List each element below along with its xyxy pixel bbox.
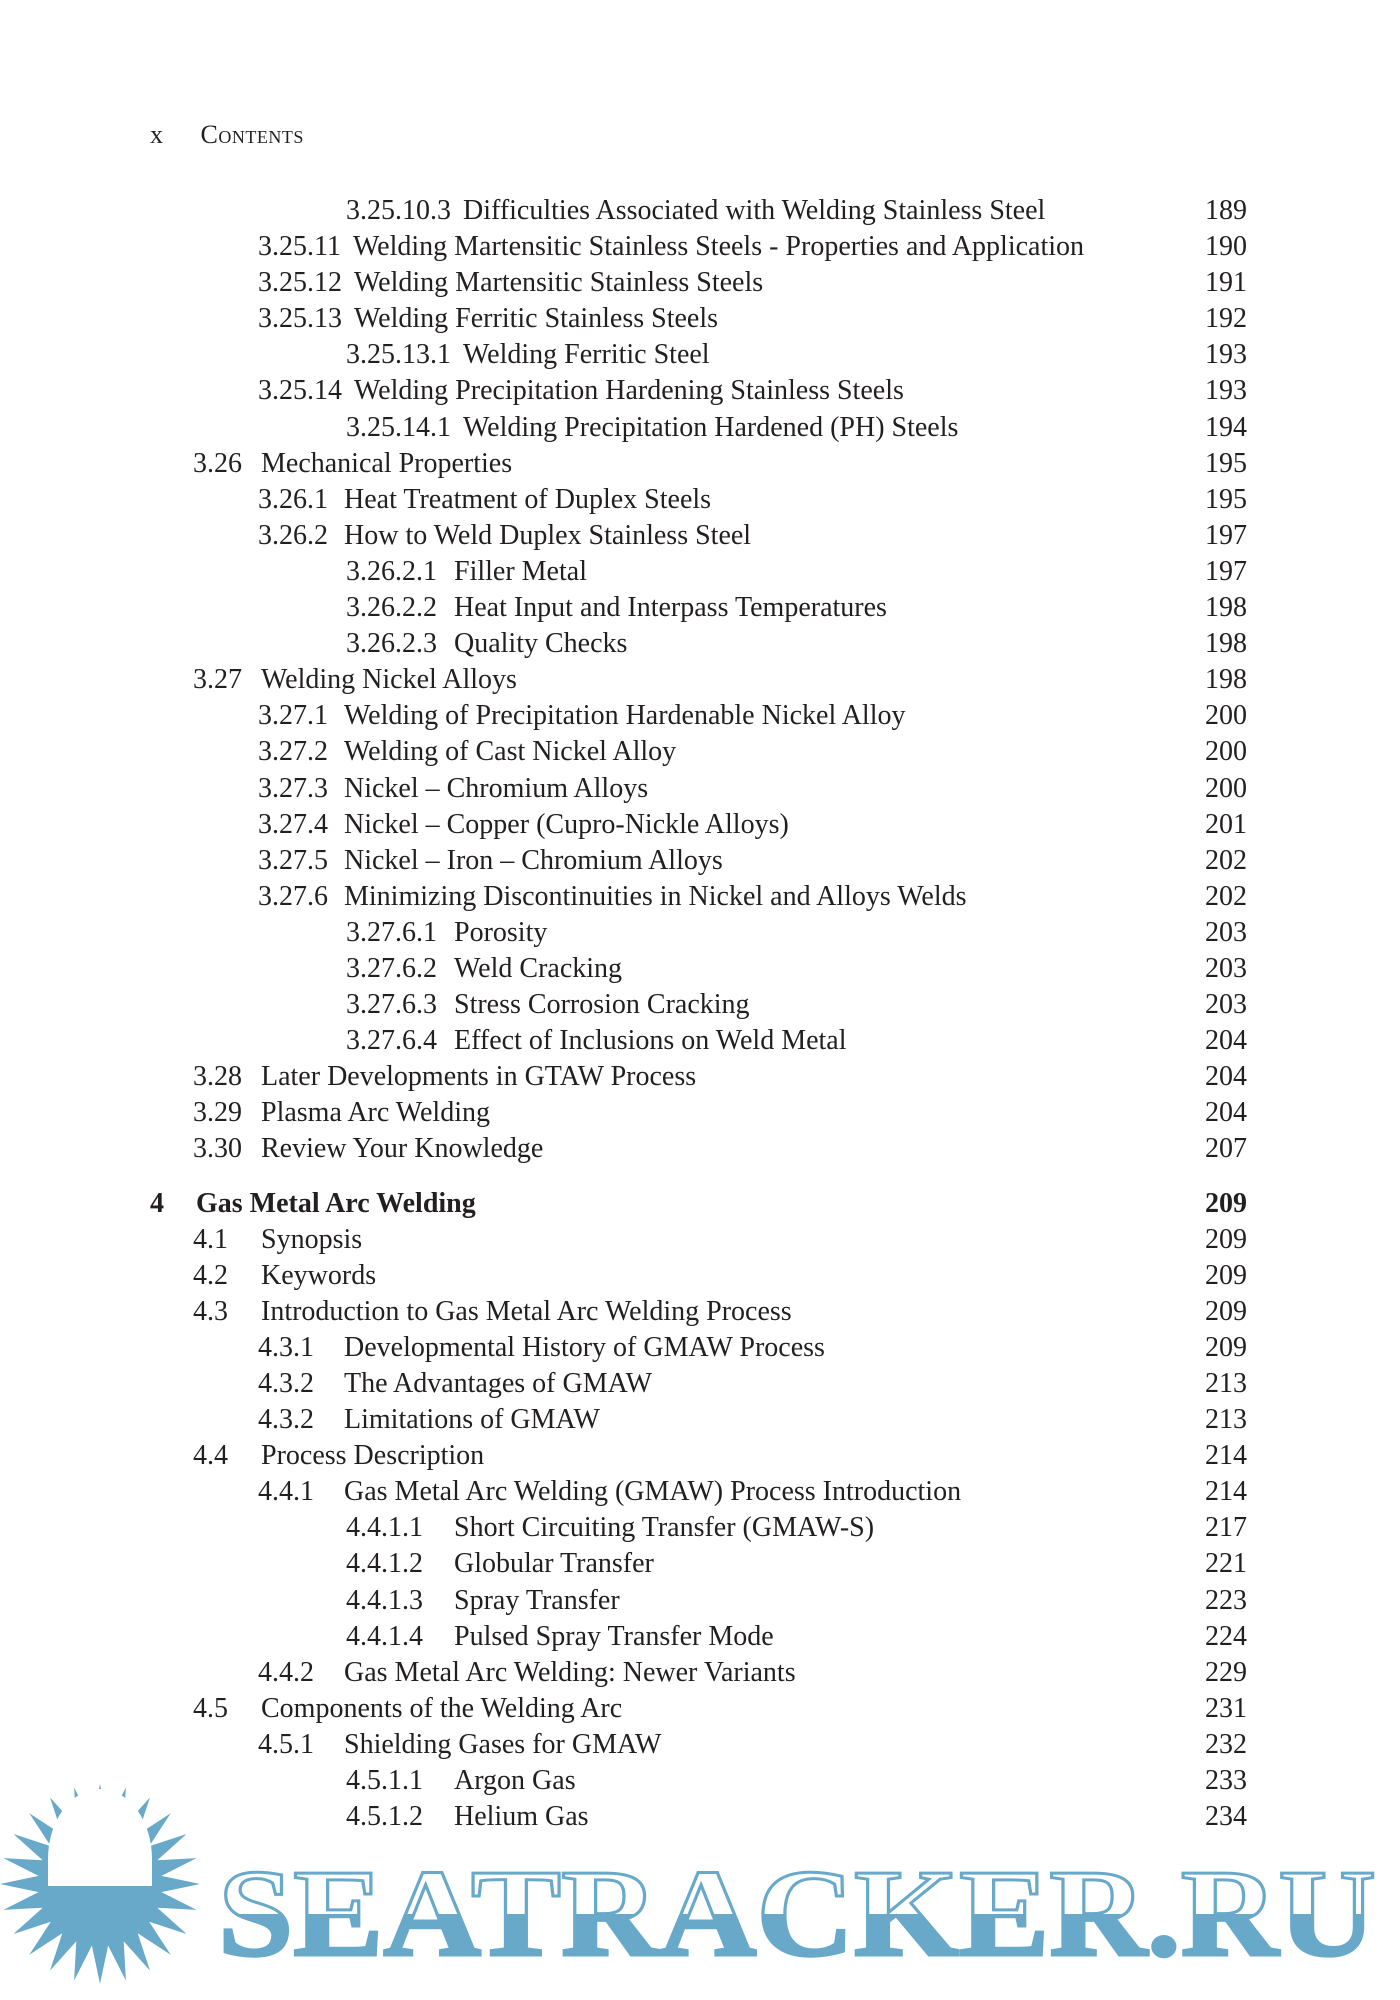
entry-page: 202: [1205, 880, 1247, 912]
entry-page: 204: [1205, 1097, 1247, 1129]
toc-entry[interactable]: [0, 662, 1400, 698]
entry-page: 190: [1205, 231, 1247, 263]
entry-title: Quality Checks: [454, 628, 628, 660]
toc-entry[interactable]: [0, 265, 1400, 301]
entry-number: 3.27.5: [258, 844, 328, 876]
toc-entry[interactable]: [0, 1727, 1400, 1763]
entry-page: 198: [1205, 592, 1247, 624]
entry-number: 3.26: [193, 447, 242, 479]
entry-title: Limitations of GMAW: [344, 1404, 600, 1436]
table-of-contents: [0, 193, 1400, 1835]
toc-entry[interactable]: [0, 373, 1400, 409]
entry-number: 4.1: [193, 1223, 228, 1255]
toc-entry[interactable]: [0, 1330, 1400, 1366]
entry-title: Plasma Arc Welding: [261, 1097, 490, 1129]
entry-title: Synopsis: [261, 1223, 363, 1255]
entry-page: 203: [1205, 916, 1247, 948]
entry-page: 234: [1205, 1801, 1247, 1833]
entry-page: 189: [1205, 195, 1247, 226]
entry-title: How to Weld Duplex Stainless Steel: [344, 519, 752, 551]
entry-title: Welding Martensitic Stainless Steels - Properties and Application: [352, 231, 1085, 263]
entry-page: 202: [1205, 844, 1247, 876]
entry-page: 191: [1205, 267, 1247, 299]
toc-entry[interactable]: [0, 337, 1400, 373]
entry-title: Globular Transfer: [454, 1548, 654, 1580]
entry-title: Keywords: [261, 1259, 377, 1291]
entry-number: 4.4.1.1: [346, 1512, 423, 1544]
entry-title: Introduction to Gas Metal Arc Welding Process: [261, 1295, 792, 1327]
entry-number: 3.25.13: [258, 303, 342, 335]
entry-title: Minimizing Discontinuities in Nickel and Alloys Welds: [344, 880, 967, 912]
entry-title: Welding Precipitation Hardening Stainless Steels: [354, 375, 904, 407]
entry-page: 194: [1205, 411, 1247, 443]
entry-title: The Advantages of GMAW: [344, 1368, 653, 1399]
entry-page: 217: [1205, 1512, 1247, 1544]
entry-number: 4.4.1.3: [346, 1584, 423, 1616]
entry-number: 3.25.12: [258, 267, 342, 299]
entry-title: Welding of Cast Nickel Alloy: [344, 736, 677, 768]
entry-title: Porosity: [454, 916, 548, 948]
entry-page: 201: [1205, 808, 1247, 840]
toc-entry[interactable]: [0, 1023, 1400, 1059]
toc-entry[interactable]: [0, 518, 1400, 554]
toc-entry[interactable]: [0, 626, 1400, 662]
toc-entry[interactable]: [0, 1402, 1400, 1438]
entry-number: 3.27.6.4: [346, 1025, 437, 1057]
entry-page: 223: [1205, 1584, 1247, 1616]
entry-page: 207: [1205, 1133, 1247, 1165]
watermark-text: SEATRACKER.RU: [218, 1845, 1376, 1983]
toc-entry[interactable]: [0, 1258, 1400, 1294]
entry-title: Gas Metal Arc Welding: Newer Variants: [344, 1656, 796, 1688]
entry-page: 198: [1205, 664, 1247, 696]
entry-number: 4.4.1.4: [346, 1620, 423, 1652]
entry-number: 3.25.14: [258, 375, 342, 407]
running-header: [150, 120, 304, 150]
entry-number: 3.25.11: [258, 231, 341, 263]
entry-number: 4.4.1: [258, 1476, 314, 1508]
toc-entry[interactable]: [0, 554, 1400, 590]
entry-page: 204: [1205, 1061, 1247, 1093]
entry-page: 200: [1205, 736, 1247, 768]
entry-title: Welding Ferritic Stainless Steels: [354, 303, 719, 335]
entry-page: 209: [1205, 1223, 1247, 1255]
toc-entry[interactable]: [0, 698, 1400, 734]
entry-title: Weld Cracking: [454, 952, 623, 984]
toc-entry[interactable]: [0, 915, 1400, 951]
entry-number: 3.26.2.3: [346, 628, 437, 660]
entry-title: Welding Ferritic Steel: [463, 339, 710, 371]
entry-page: 200: [1205, 700, 1247, 732]
entry-title: Nickel – Iron – Chromium Alloys: [344, 844, 723, 876]
entry-number: 3.25.13.1: [346, 339, 451, 371]
toc-entry[interactable]: [0, 734, 1400, 770]
entry-page: 203: [1205, 989, 1247, 1021]
entry-page: 209: [1205, 1295, 1247, 1327]
entry-page: 224: [1205, 1620, 1247, 1652]
toc-entry[interactable]: [0, 1619, 1400, 1655]
entry-number: 4.5: [193, 1692, 228, 1724]
entry-page: 221: [1205, 1548, 1247, 1580]
entry-page: 213: [1205, 1368, 1247, 1399]
entry-number: 4.3: [193, 1295, 228, 1327]
toc-entry[interactable]: [0, 1474, 1400, 1510]
entry-page: 231: [1205, 1692, 1247, 1724]
toc-entry[interactable]: [0, 1763, 1400, 1799]
toc-entry[interactable]: [0, 410, 1400, 446]
entry-number: 4.3.1: [258, 1331, 314, 1363]
entry-number: 4.2: [193, 1259, 228, 1291]
entry-page: 209: [1205, 1259, 1247, 1291]
toc-entry[interactable]: [0, 1131, 1400, 1167]
entry-title: Welding of Precipitation Hardenable Nickel Alloy: [344, 700, 906, 732]
toc-entry[interactable]: [0, 1059, 1400, 1095]
entry-title: Review Your Knowledge: [261, 1133, 544, 1165]
toc-entry[interactable]: [0, 987, 1400, 1023]
entry-page: 198: [1205, 628, 1247, 660]
toc-entry[interactable]: [0, 1510, 1400, 1546]
toc-entry[interactable]: [0, 771, 1400, 807]
toc-entry[interactable]: [0, 301, 1400, 337]
entry-title: Welding Precipitation Hardened (PH) Steels: [463, 411, 959, 443]
toc-entry[interactable]: [0, 1546, 1400, 1582]
entry-number: 3.25.10.3: [346, 195, 451, 226]
toc-entry[interactable]: [0, 1655, 1400, 1691]
entry-number: 3.26.2: [258, 519, 328, 551]
entry-page: 214: [1205, 1476, 1247, 1508]
entry-number: 4: [150, 1187, 164, 1219]
entry-page: 193: [1205, 375, 1247, 407]
entry-title: Stress Corrosion Cracking: [454, 989, 750, 1021]
entry-page: 209: [1205, 1331, 1247, 1363]
entry-number: 4.4: [193, 1440, 228, 1472]
toc-entry[interactable]: [0, 1438, 1400, 1474]
entry-title: Gas Metal Arc Welding (GMAW) Process Introduction: [344, 1476, 962, 1508]
entry-page: 193: [1205, 339, 1247, 371]
toc-entry[interactable]: [0, 1294, 1400, 1330]
entry-number: 3.27.1: [258, 700, 328, 732]
entry-number: 4.3.2: [258, 1368, 314, 1399]
entry-title: Argon Gas: [454, 1765, 576, 1797]
entry-title: Later Developments in GTAW Process: [261, 1061, 697, 1093]
entry-page: 197: [1205, 555, 1247, 587]
entry-number: 4.3.2: [258, 1404, 314, 1436]
entry-number: 4.4.1.2: [346, 1548, 423, 1580]
header-title: Contents: [200, 120, 304, 149]
entry-title: Shielding Gases for GMAW: [344, 1728, 662, 1760]
page-number: x: [150, 120, 163, 149]
entry-page: 209: [1205, 1187, 1247, 1219]
entry-number: 3.26.2.2: [346, 592, 437, 624]
entry-title: Filler Metal: [454, 555, 587, 587]
entry-number: 3.27.6.2: [346, 952, 437, 984]
entry-number: 3.28: [193, 1061, 242, 1093]
entry-title: Process Description: [261, 1440, 485, 1472]
entry-number: 3.30: [193, 1133, 242, 1165]
toc-entry[interactable]: [0, 879, 1400, 915]
sun-icon: [0, 1784, 200, 1984]
entry-title: Heat Treatment of Duplex Steels: [344, 483, 712, 515]
entry-page: 195: [1205, 483, 1247, 515]
entry-number: 4.5.1.1: [346, 1765, 423, 1797]
entry-number: 3.27: [193, 664, 242, 696]
toc-entry[interactable]: [0, 951, 1400, 987]
toc-entry[interactable]: [0, 1691, 1400, 1727]
toc-entry[interactable]: [0, 807, 1400, 843]
toc-entry[interactable]: [0, 1799, 1400, 1835]
entry-page: 200: [1205, 772, 1247, 804]
entry-title: Short Circuiting Transfer (GMAW-S): [454, 1512, 875, 1544]
entry-page: 203: [1205, 952, 1247, 984]
toc-entry[interactable]: [0, 1222, 1400, 1258]
watermark-logo: [0, 1838, 1400, 2000]
entry-title: Nickel – Copper (Cupro-Nickle Alloys): [344, 808, 789, 840]
toc-entry[interactable]: [0, 193, 1400, 229]
entry-number: 3.27.3: [258, 772, 328, 804]
entry-title: Spray Transfer: [454, 1584, 620, 1616]
entry-page: 214: [1205, 1440, 1247, 1472]
entry-title: Developmental History of GMAW Process: [344, 1331, 825, 1363]
entry-number: 4.4.2: [258, 1656, 314, 1688]
entry-page: 213: [1205, 1404, 1247, 1436]
entry-number: 3.25.14.1: [346, 411, 451, 443]
entry-page: 233: [1205, 1765, 1247, 1797]
toc-entry[interactable]: [0, 590, 1400, 626]
entry-page: 197: [1205, 519, 1247, 551]
entry-number: 4.5.1: [258, 1728, 314, 1760]
entry-page: 204: [1205, 1025, 1247, 1057]
entry-number: 3.29: [193, 1097, 242, 1129]
entry-title: Nickel – Chromium Alloys: [344, 772, 649, 804]
entry-title: Difficulties Associated with Welding Stainless Steel: [463, 195, 1046, 226]
entry-number: 3.27.4: [258, 808, 328, 840]
entry-number: 3.27.6.1: [346, 916, 437, 948]
entry-number: 3.27.6: [258, 880, 328, 912]
entry-page: 195: [1205, 447, 1247, 479]
entry-title: Effect of Inclusions on Weld Metal: [454, 1025, 847, 1057]
toc-chapter-entry[interactable]: [0, 1186, 1400, 1222]
toc-entry[interactable]: [0, 482, 1400, 518]
toc-entry[interactable]: [0, 1583, 1400, 1619]
toc-entry[interactable]: [0, 446, 1400, 482]
entry-title: Heat Input and Interpass Temperatures: [454, 592, 887, 624]
entry-page: 229: [1205, 1656, 1247, 1688]
entry-title: Pulsed Spray Transfer Mode: [454, 1620, 774, 1652]
toc-entry[interactable]: [0, 1095, 1400, 1131]
entry-number: 3.26.2.1: [346, 555, 437, 587]
toc-entry[interactable]: [0, 843, 1400, 879]
entry-page: 192: [1205, 303, 1247, 335]
entry-number: 3.26.1: [258, 483, 328, 515]
entry-title: Helium Gas: [454, 1801, 589, 1833]
entry-title: Welding Martensitic Stainless Steels: [354, 267, 764, 299]
entry-number: 4.5.1.2: [346, 1801, 423, 1833]
entry-title: Mechanical Properties: [261, 447, 513, 479]
entry-number: 3.27.2: [258, 736, 328, 768]
entry-page: 232: [1205, 1728, 1247, 1760]
entry-title: Components of the Welding Arc: [261, 1692, 623, 1724]
entry-title: Gas Metal Arc Welding: [196, 1187, 476, 1219]
toc-entry[interactable]: [0, 229, 1400, 265]
toc-entry[interactable]: [0, 1366, 1400, 1402]
entry-title: Welding Nickel Alloys: [261, 664, 517, 696]
entry-number: 3.27.6.3: [346, 989, 437, 1021]
